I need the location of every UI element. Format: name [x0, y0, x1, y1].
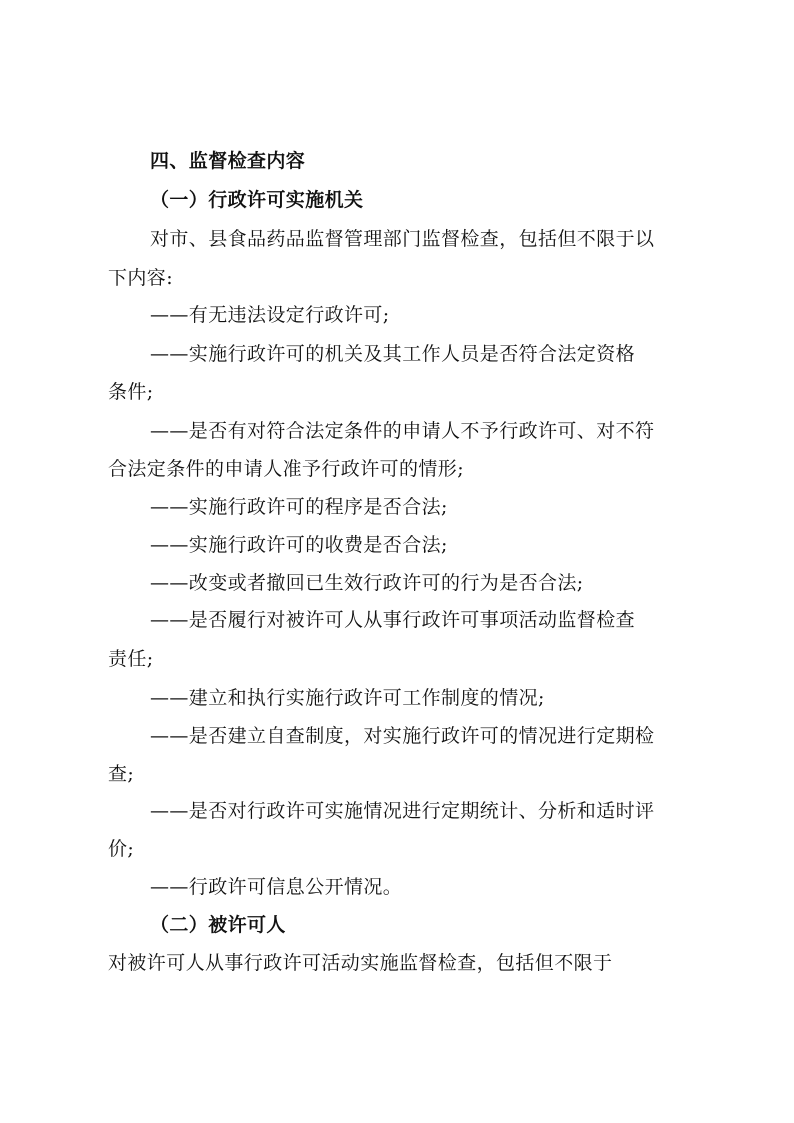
subsection-1-heading: （一）行政许可实施机关 — [150, 189, 364, 211]
list-item-line: ——实施行政许可的机关及其工作人员是否符合法定资格 — [150, 343, 636, 365]
list-item-line: ——建立和执行实施行政许可工作制度的情况; — [150, 687, 545, 709]
list-item-line: 查; — [108, 763, 135, 785]
list-item-line: ——改变或者撤回已生效行政许可的行为是否合法; — [150, 572, 584, 594]
list-item-line: ——是否有对符合法定条件的申请人不予行政许可、对不符 — [150, 420, 655, 442]
list-item-line: 责任; — [108, 648, 154, 670]
list-item-line: ——有无违法设定行政许可; — [150, 304, 390, 326]
list-item-line: ——是否对行政许可实施情况进行定期统计、分析和适时评 — [150, 800, 655, 822]
list-item-line: 合法定条件的申请人准予行政许可的情形; — [108, 458, 465, 480]
list-item-line: ——是否履行对被许可人从事行政许可事项活动监督检查 — [150, 609, 636, 631]
list-item-line: ——实施行政许可的程序是否合法; — [150, 496, 448, 518]
list-item-line: ——实施行政许可的收费是否合法; — [150, 534, 448, 556]
section-heading: 四、监督检查内容 — [150, 150, 306, 172]
subsection-2-intro-line-1: 对被许可人从事行政许可活动实施监督检查，包括但不限于 — [108, 952, 613, 974]
list-item-line: ——是否建立自查制度，对实施行政许可的情况进行定期检 — [150, 725, 655, 747]
list-item-line: 条件; — [108, 381, 154, 403]
subsection-2-heading: （二）被许可人 — [150, 914, 286, 936]
subsection-1-intro-line-1: 对市、县食品药品监督管理部门监督检查，包括但不限于以 — [150, 228, 655, 250]
subsection-1-intro-line-2: 下内容: — [108, 267, 174, 289]
list-item-line: ——行政许可信息公开情况。 — [150, 876, 403, 898]
list-item-line: 价; — [108, 838, 135, 860]
